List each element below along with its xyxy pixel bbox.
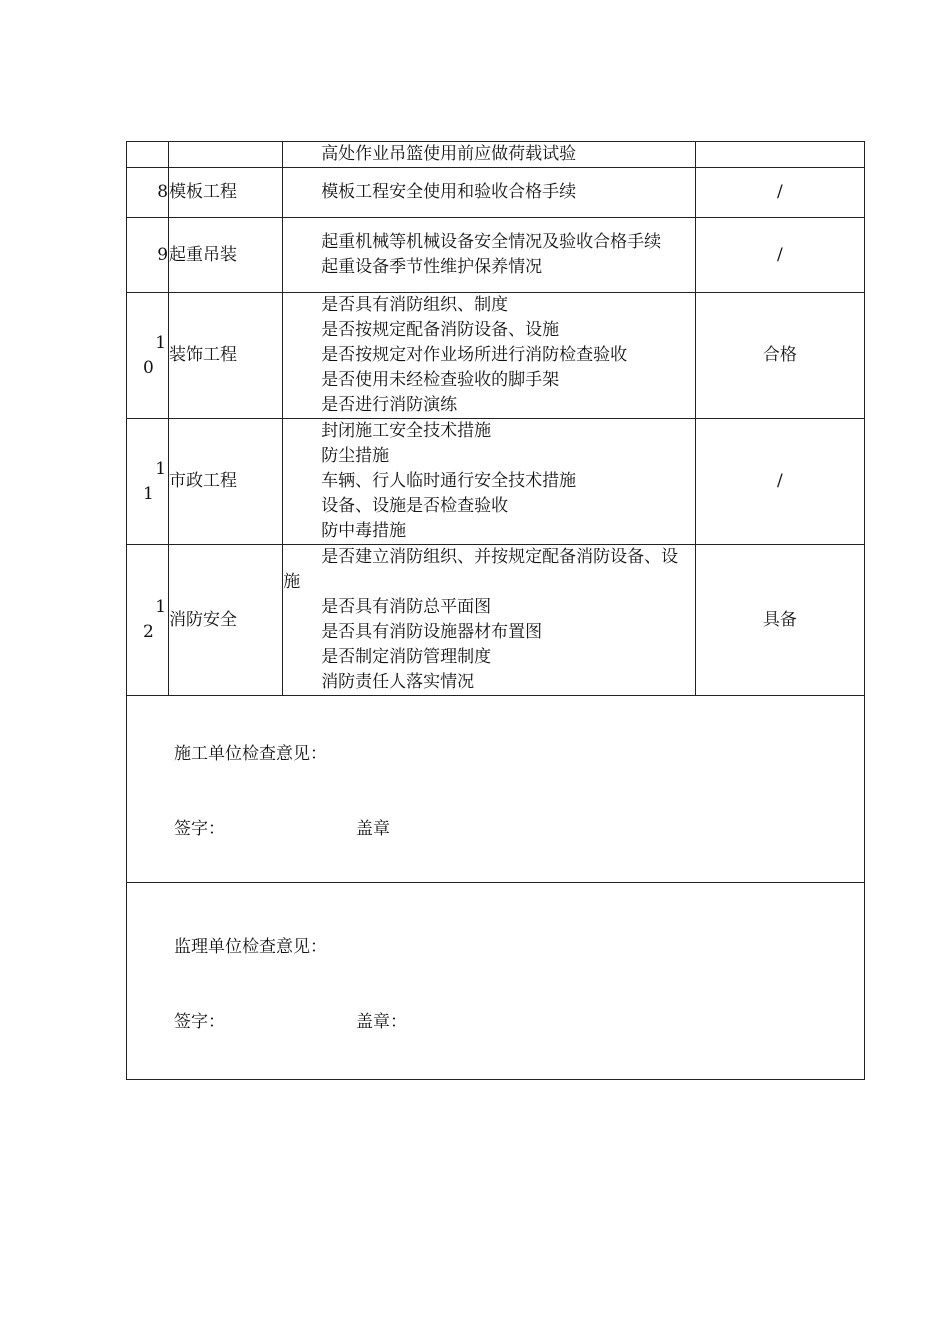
items-cell bbox=[283, 419, 696, 545]
items-cell bbox=[283, 293, 696, 419]
supervision-sign-label: 签字： bbox=[174, 1012, 225, 1032]
items-cell bbox=[283, 142, 696, 168]
item-text: 是否制定消防管理制度 bbox=[321, 647, 492, 667]
row-number-cell bbox=[127, 168, 169, 218]
construction-opinion-title: 施工单位检查意见： bbox=[174, 744, 327, 764]
supervision-seal-label: 盖章： bbox=[356, 1012, 407, 1032]
category-cell: 消防安全 bbox=[169, 545, 283, 696]
row-number-cell bbox=[127, 545, 169, 696]
row-number: 0 bbox=[143, 357, 154, 378]
supervision-opinion-row bbox=[127, 883, 865, 1080]
result-cell: 合格 bbox=[695, 293, 864, 419]
row-number: 1 bbox=[155, 332, 167, 353]
result-cell bbox=[695, 142, 864, 168]
items-cell bbox=[283, 218, 696, 293]
row-number: 1 bbox=[155, 597, 167, 617]
table-row bbox=[127, 419, 865, 545]
row-number: 9 bbox=[157, 244, 169, 265]
result-cell: / bbox=[695, 168, 864, 218]
category-cell: 起重吊装 bbox=[169, 218, 283, 293]
item-text: 消防责任人落实情况 bbox=[321, 672, 475, 692]
row-number-cell bbox=[127, 419, 169, 545]
row-number-cell bbox=[127, 293, 169, 419]
result-cell: / bbox=[695, 419, 864, 545]
row-number: 8 bbox=[157, 182, 169, 202]
row-number: 1 bbox=[143, 483, 154, 504]
item-text: 是否进行消防演练 bbox=[321, 395, 458, 415]
item-text: 防中毒措施 bbox=[321, 521, 407, 541]
result-cell: 具备 bbox=[695, 545, 864, 696]
item-text: 是否具有消防组织、制度 bbox=[321, 295, 509, 315]
construction-sign-label: 签字： bbox=[174, 819, 225, 839]
row-number: 1 bbox=[155, 458, 167, 479]
item-text: 高处作业吊篮使用前应做荷载试验 bbox=[321, 144, 577, 164]
item-text: 是否按规定配备消防设备、设施 bbox=[321, 320, 560, 340]
table-row bbox=[127, 142, 865, 168]
item-text: 防尘措施 bbox=[321, 446, 390, 466]
row-number: 2 bbox=[143, 622, 154, 642]
row-number-cell bbox=[127, 218, 169, 293]
item-text: 模板工程安全使用和验收合格手续 bbox=[321, 182, 577, 202]
item-text: 起重设备季节性维护保养情况 bbox=[321, 257, 543, 277]
table-row bbox=[127, 168, 865, 218]
item-text: 车辆、行人临时通行安全技术措施 bbox=[321, 471, 577, 491]
item-text: 起重机械等机械设备安全情况及验收合格手续 bbox=[321, 232, 662, 252]
category-cell: 市政工程 bbox=[169, 419, 283, 545]
item-text: 封闭施工安全技术措施 bbox=[321, 421, 492, 441]
item-text: 是否使用未经检查验收的脚手架 bbox=[321, 370, 560, 390]
item-text: 是否具有消防总平面图 bbox=[321, 597, 492, 617]
construction-seal-label: 盖章 bbox=[356, 819, 390, 839]
category-cell: 模板工程 bbox=[169, 168, 283, 218]
items-cell bbox=[283, 545, 696, 696]
item-text: 设备、设施是否检查验收 bbox=[321, 496, 509, 516]
result-cell: / bbox=[695, 218, 864, 293]
table-row bbox=[127, 293, 865, 419]
row-number-cell bbox=[127, 142, 169, 168]
construction-opinion-row bbox=[127, 696, 865, 883]
item-text: 是否具有消防设施器材布置图 bbox=[321, 622, 543, 642]
table-row bbox=[127, 545, 865, 696]
supervision-opinion-title: 监理单位检查意见： bbox=[174, 937, 327, 957]
supervision-opinion-cell bbox=[127, 883, 865, 1080]
category-cell bbox=[169, 142, 283, 168]
item-text: 是否按规定对作业场所进行消防检查验收 bbox=[321, 345, 628, 365]
table-row bbox=[127, 218, 865, 293]
category-cell: 装饰工程 bbox=[169, 293, 283, 419]
items-cell bbox=[283, 168, 696, 218]
construction-opinion-cell bbox=[127, 696, 865, 883]
item-text: 是否建立消防组织、并按规定配备消防设备、设施 bbox=[283, 547, 679, 592]
